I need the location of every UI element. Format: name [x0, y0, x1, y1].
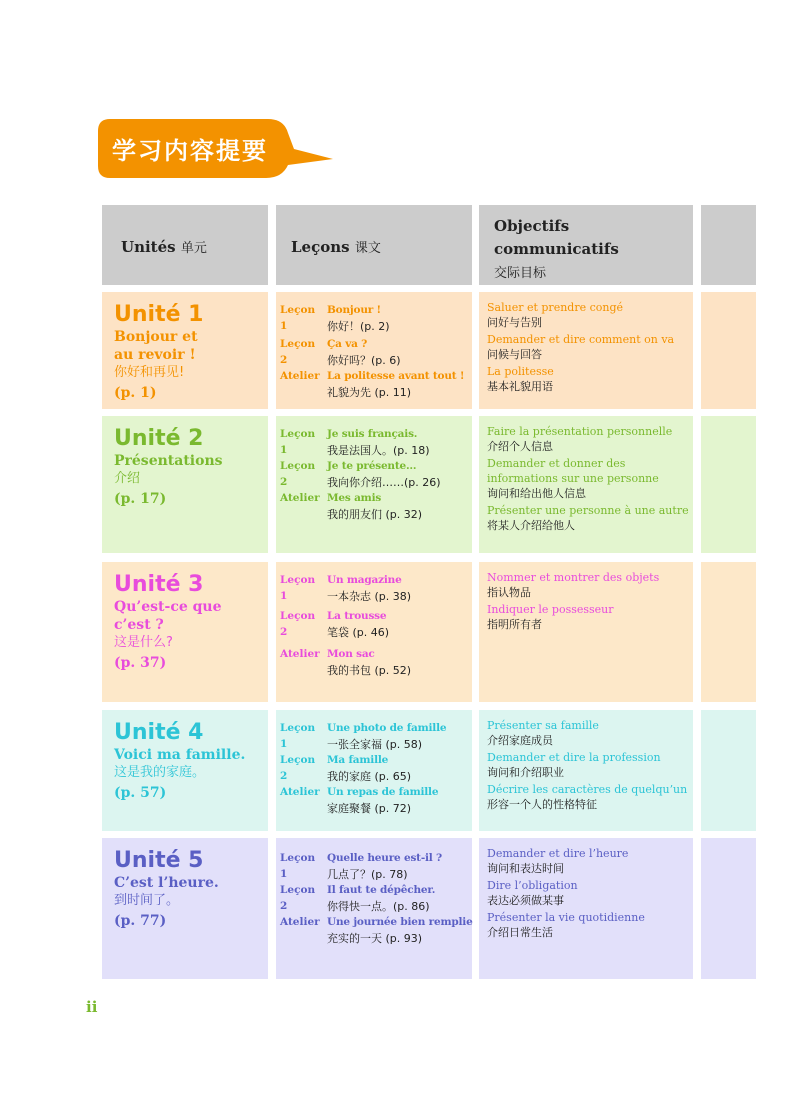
- unit-page: (p. 57): [114, 785, 167, 801]
- objective-zh: 问候与回答: [487, 348, 542, 361]
- unit-name-zh: 介绍: [114, 471, 141, 486]
- lesson-label: Leçon 1: [280, 722, 316, 750]
- unit-cell: [102, 416, 268, 553]
- lesson-title-zh: 你得快一点。(p. 86): [327, 900, 430, 913]
- lesson-title: Un repas de famille: [327, 786, 439, 798]
- lesson-label: Atelier: [280, 370, 320, 382]
- objective-zh: 指明所有者: [487, 618, 542, 631]
- objective-zh: 将某人介绍给他人: [487, 519, 575, 532]
- lesson-title-zh: 你好吗？(p. 6): [327, 354, 401, 367]
- objective-zh: 基本礼貌用语: [487, 380, 553, 393]
- objective-zh: 指认物品: [487, 586, 531, 599]
- lesson-title-zh: 礼貌为先 (p. 11): [327, 386, 412, 399]
- unit-name-zh: 这是我的家庭。: [114, 765, 206, 780]
- objective-fr: Demander et dire comment on va: [487, 333, 675, 346]
- objective-item: [487, 300, 691, 330]
- header-extra: [701, 205, 756, 285]
- objective-zh: 形容一个人的性格特征: [487, 798, 597, 811]
- unit-title: Unité 3: [114, 572, 204, 597]
- lesson-title-zh: 几点了？(p. 78): [327, 868, 408, 881]
- lesson-title-zh: 家庭聚餐 (p. 72): [327, 802, 412, 815]
- page-number: ii: [86, 998, 98, 1016]
- lesson-label: Leçon 1: [280, 428, 316, 456]
- unit-page: (p. 77): [114, 913, 167, 929]
- unit-name-line1: Qu’est-ce que: [114, 599, 222, 615]
- objective-item: [487, 503, 691, 533]
- unit-name: [114, 746, 264, 802]
- objectives-cell: [479, 838, 693, 979]
- lesson-label: Atelier: [280, 492, 320, 504]
- unit-page: (p. 1): [114, 385, 157, 401]
- objective-zh: 询问和给出他人信息: [487, 487, 586, 500]
- objective-item: [487, 846, 691, 876]
- objective-fr: La politesse: [487, 365, 554, 378]
- objective-zh: 询问和表达时间: [487, 862, 564, 875]
- unit-cell: [102, 292, 268, 409]
- lesson-title-zh: 笔袋 (p. 46): [327, 626, 390, 639]
- extra-cell: [701, 838, 756, 979]
- lesson-label: Atelier: [280, 916, 320, 928]
- unit-name: [114, 328, 264, 402]
- unit-page: (p. 37): [114, 655, 167, 671]
- header-units-fr: Unités: [121, 238, 176, 256]
- unit-name-line1: C’est l’heure.: [114, 875, 219, 891]
- lesson-title: Ça va ?: [327, 338, 368, 350]
- unit-name-line1: Bonjour et: [114, 329, 198, 345]
- objective-item: [487, 718, 691, 748]
- objective-item: [487, 332, 691, 362]
- lesson-title-zh: 我的家庭 (p. 65): [327, 770, 412, 783]
- lessons-cell: [276, 710, 472, 831]
- unit-cell: [102, 838, 268, 979]
- lesson-label: Atelier: [280, 648, 320, 660]
- lesson-title: Mon sac: [327, 648, 375, 660]
- lesson-label: Leçon 2: [280, 610, 316, 638]
- unit-title: Unité 2: [114, 426, 204, 451]
- unit-title: Unité 1: [114, 302, 204, 327]
- lesson-title-zh: 一本杂志 (p. 38): [327, 590, 412, 603]
- objective-fr: Indiquer le possesseur: [487, 603, 614, 616]
- lesson-title-zh: 我的朋友们 (p. 32): [327, 508, 423, 521]
- lesson-title: Une journée bien remplie: [327, 916, 473, 928]
- lesson-title: Un magazine: [327, 574, 402, 586]
- objective-fr: Décrire les caractères de quelqu’un: [487, 783, 688, 796]
- lessons-cell: [276, 562, 472, 702]
- lesson-title: Une photo de famille: [327, 722, 447, 734]
- objective-item: [487, 570, 691, 600]
- unit-name-line2: c’est ?: [114, 617, 164, 633]
- unit-name-line1: Présentations: [114, 453, 223, 469]
- lesson-title-zh: 我向你介绍……(p. 26): [327, 476, 441, 489]
- lesson-title-zh: 一张全家福 (p. 58): [327, 738, 423, 751]
- unit-name: [114, 452, 264, 508]
- header-units: [102, 205, 268, 285]
- objective-fr: Demander et dire la profession: [487, 751, 661, 764]
- objectives-cell: [479, 416, 693, 553]
- unit-name-zh: 到时间了。: [114, 893, 180, 908]
- header-lessons: [276, 205, 472, 285]
- extra-cell: [701, 416, 756, 553]
- unit-cell: [102, 710, 268, 831]
- objective-item: [487, 364, 691, 394]
- lesson-label: Leçon 1: [280, 304, 316, 332]
- lesson-title: Il faut te dépêcher.: [327, 884, 436, 896]
- objective-fr: Saluer et prendre congé: [487, 301, 624, 314]
- extra-cell: [701, 292, 756, 409]
- objective-zh: 表达必须做某事: [487, 894, 564, 907]
- unit-name-line2: au revoir !: [114, 347, 196, 363]
- lesson-title-zh: 你好！(p. 2): [327, 320, 390, 333]
- section-heading-tag: [98, 119, 333, 178]
- lessons-cell: [276, 838, 472, 979]
- objective-item: [487, 910, 691, 940]
- lesson-label: Leçon 1: [280, 574, 316, 602]
- objective-item: [487, 602, 691, 632]
- header-units-zh: 单元: [180, 241, 207, 256]
- lesson-title: La trousse: [327, 610, 387, 622]
- objective-fr: Présenter la vie quotidienne: [487, 911, 645, 924]
- lesson-title: La politesse avant tout !: [327, 370, 465, 382]
- unit-name: [114, 598, 264, 672]
- objective-fr: Demander et dire l’heure: [487, 847, 629, 860]
- objectives-cell: [479, 562, 693, 702]
- unit-page: (p. 17): [114, 491, 167, 507]
- lesson-label: Leçon 1: [280, 852, 316, 880]
- extra-cell: [701, 710, 756, 831]
- lesson-label: Atelier: [280, 786, 320, 798]
- extra-cell: [701, 562, 756, 702]
- objective-fr: Demander et donner des informations sur une personne: [487, 457, 659, 485]
- lesson-title: Bonjour !: [327, 304, 381, 316]
- objective-zh: 介绍家庭成员: [487, 734, 553, 747]
- objective-zh: 询问和介绍职业: [487, 766, 564, 779]
- lesson-label: Leçon 2: [280, 460, 316, 488]
- objective-zh: 问好与告别: [487, 316, 542, 329]
- objective-item: [487, 424, 691, 454]
- lesson-title-zh: 我是法国人。(p. 18): [327, 444, 430, 457]
- lesson-label: Leçon 2: [280, 754, 316, 782]
- objective-fr: Nommer et montrer des objets: [487, 571, 660, 584]
- header-lessons-fr: Leçons: [291, 238, 350, 256]
- lesson-title-zh: 充实的一天 (p. 93): [327, 932, 423, 945]
- unit-name-line1: Voici ma famille.: [114, 747, 246, 763]
- lesson-title: Quelle heure est-il ?: [327, 852, 442, 864]
- header-objectives-zh: 交际目标: [494, 266, 547, 281]
- objectives-cell: [479, 292, 693, 409]
- unit-name-zh: 这是什么?: [114, 635, 173, 650]
- header-objectives-fr-1: Objectifs: [494, 217, 570, 235]
- lesson-title-zh: 我的书包 (p. 52): [327, 664, 412, 677]
- lessons-cell: [276, 416, 472, 553]
- lesson-title: Ma famille: [327, 754, 389, 766]
- header-objectives-fr-2: communicatifs: [494, 240, 619, 258]
- lesson-title: Mes amis: [327, 492, 382, 504]
- unit-name: [114, 874, 264, 930]
- lesson-title: Je te présente…: [327, 460, 417, 472]
- objective-fr: Faire la présentation personnelle: [487, 425, 673, 438]
- unit-title: Unité 4: [114, 720, 204, 745]
- lesson-label: Leçon 2: [280, 884, 316, 912]
- header-lessons-zh: 课文: [354, 241, 381, 256]
- header-objectives: [479, 205, 693, 285]
- unit-name-zh: 你好和再见!: [114, 365, 185, 380]
- objective-zh: 介绍日常生活: [487, 926, 553, 939]
- objective-zh: 介绍个人信息: [487, 440, 553, 453]
- objective-fr: Présenter sa famille: [487, 719, 599, 732]
- lesson-title: Je suis français.: [327, 428, 418, 440]
- lessons-cell: [276, 292, 472, 409]
- unit-cell: [102, 562, 268, 702]
- objective-fr: Présenter une personne à une autre: [487, 504, 689, 517]
- objective-item: [487, 750, 691, 780]
- objective-item: [487, 782, 691, 812]
- section-heading: 学习内容提要: [112, 137, 268, 165]
- objective-item: [487, 456, 691, 501]
- objectives-cell: [479, 710, 693, 831]
- unit-title: Unité 5: [114, 848, 204, 873]
- objective-item: [487, 878, 691, 908]
- lesson-label: Leçon 2: [280, 338, 316, 366]
- objective-fr: Dire l’obligation: [487, 879, 578, 892]
